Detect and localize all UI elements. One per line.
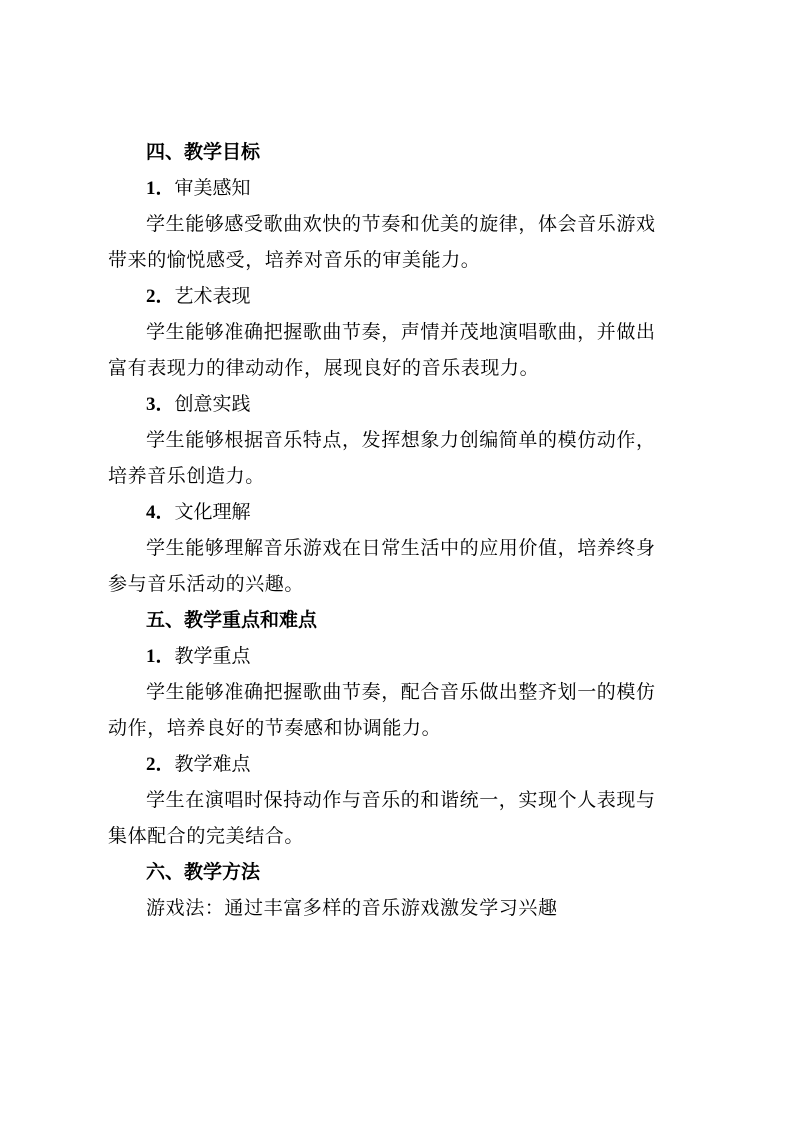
- item-number: 2．: [146, 286, 175, 307]
- paragraph-line: 学生能够准确把握歌曲节奏，配合音乐做出整齐划一的模仿: [146, 681, 656, 703]
- section-heading-teaching-methods: 六、教学方法: [146, 861, 261, 883]
- paragraph-line: 学生能够准确把握歌曲节奏，声情并茂地演唱歌曲，并做出: [146, 321, 656, 343]
- subheading-cultural-understanding: [108, 494, 698, 530]
- paragraph-line: 集体配合的完美结合。: [108, 825, 305, 847]
- subheading-teaching-difficulty: [108, 746, 698, 782]
- item-title: 文化理解: [174, 501, 251, 523]
- paragraph-line: 带来的愉悦感受，培养对音乐的审美能力。: [108, 249, 481, 271]
- item-number: 4．: [146, 502, 175, 523]
- subheading-artistic-expression: [108, 278, 698, 314]
- item-number: 2．: [146, 754, 175, 775]
- paragraph-line: 游戏法：通过丰富多样的音乐游戏激发学习兴趣: [146, 897, 558, 919]
- paragraph-line: 培养音乐创造力。: [108, 465, 265, 487]
- item-title: 审美感知: [174, 177, 251, 199]
- section-heading-teaching-objectives: 四、教学目标: [146, 141, 261, 163]
- paragraph-line: 参与音乐活动的兴趣。: [108, 573, 305, 595]
- item-title: 艺术表现: [174, 285, 251, 307]
- item-title: 创意实践: [174, 393, 251, 415]
- section-heading-key-points: 五、教学重点和难点: [146, 609, 318, 631]
- subheading-teaching-focus: [108, 638, 698, 674]
- paragraph-line: 富有表现力的律动动作，展现良好的音乐表现力。: [108, 357, 540, 379]
- item-title: 教学难点: [174, 753, 251, 775]
- paragraph-line: 学生能够根据音乐特点，发挥想象力创编简单的模仿动作，: [146, 429, 656, 451]
- item-number: 3．: [146, 394, 175, 415]
- subheading-creative-practice: [108, 386, 698, 422]
- item-number: 1．: [146, 646, 175, 667]
- paragraph-line: 动作，培养良好的节奏感和协调能力。: [108, 717, 442, 739]
- paragraph-line: 学生在演唱时保持动作与音乐的和谐统一，实现个人表现与: [146, 789, 656, 811]
- item-title: 教学重点: [174, 645, 251, 667]
- document-body: [108, 134, 698, 926]
- paragraph-line: 学生能够理解音乐游戏在日常生活中的应用价值，培养终身: [146, 537, 656, 559]
- subheading-aesthetic-perception: [108, 170, 698, 206]
- item-number: 1．: [146, 178, 175, 199]
- paragraph-line: 学生能够感受歌曲欢快的节奏和优美的旋律，体会音乐游戏: [146, 213, 656, 235]
